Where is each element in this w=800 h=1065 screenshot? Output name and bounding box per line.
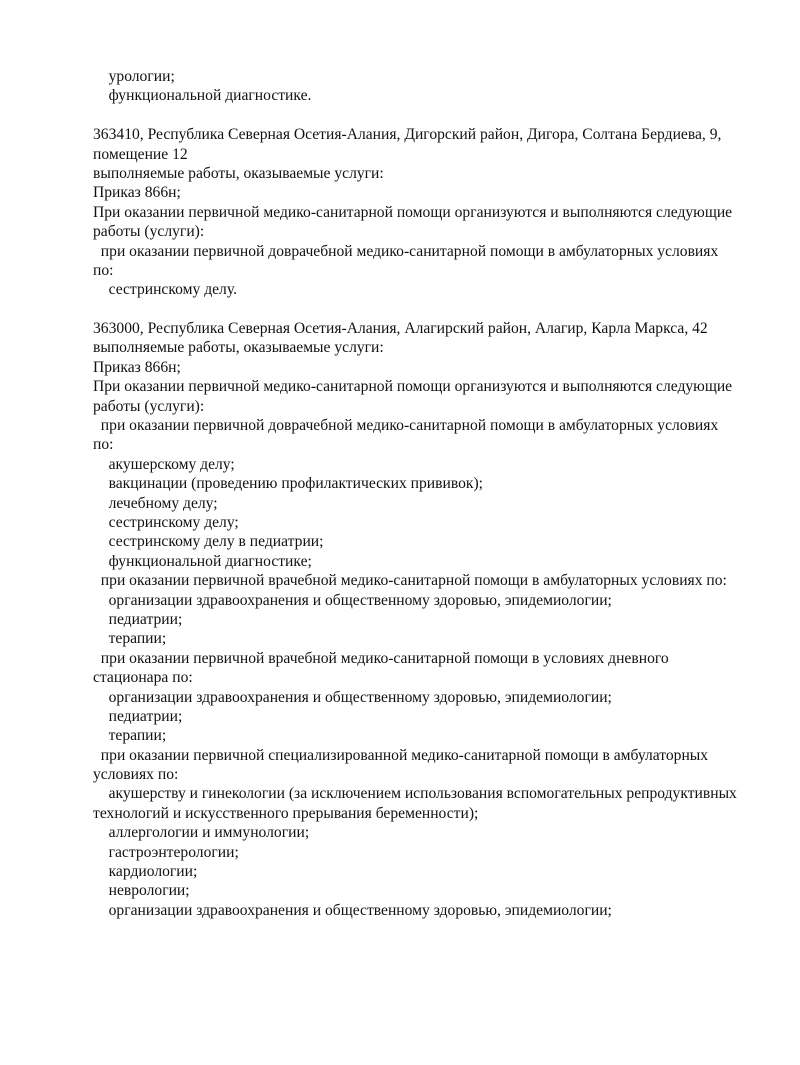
text-line: организации здравоохранения и общественному здоровью, эпидемиологии; xyxy=(93,591,612,609)
text-block xyxy=(93,319,773,920)
text-line: 363410, Республика Северная Осетия-Алания, Дигорский район, Дигора, Солтана Бердиева, 9, xyxy=(93,126,722,144)
text-line: при оказании первичной специализированной медико-санитарной помощи в амбулаторных xyxy=(93,746,709,764)
text-line: педиатрии; xyxy=(93,610,183,628)
text-line: лечебному делу; xyxy=(93,494,218,512)
text-line: Приказ 866н; xyxy=(93,358,181,376)
block-separator xyxy=(93,106,773,125)
block-separator xyxy=(93,300,773,319)
text-line: работы (услуги): xyxy=(93,223,205,241)
text-line: помещение 12 xyxy=(93,145,188,163)
text-line: сестринскому делу; xyxy=(93,513,239,531)
text-line: выполняемые работы, оказываемые услуги: xyxy=(93,339,384,357)
text-line: по: xyxy=(93,261,114,279)
text-line: по: xyxy=(93,436,114,454)
text-line: при оказании первичной врачебной медико-санитарной помощи в условиях дневного xyxy=(93,649,669,667)
text-line: При оказании первичной медико-санитарной помощи организуются и выполняются следующие xyxy=(93,203,733,221)
text-line: При оказании первичной медико-санитарной помощи организуются и выполняются следующие xyxy=(93,378,733,396)
text-line: стационара по: xyxy=(93,669,193,687)
text-line: акушерству и гинекологии (за исключением использования вспомогательных репродуктивных xyxy=(93,785,737,803)
text-line: организации здравоохранения и общественному здоровью, эпидемиологии; xyxy=(93,901,612,919)
text-line: функциональной диагностике. xyxy=(93,87,312,105)
text-line: вакцинации (проведению профилактических прививок); xyxy=(93,475,484,493)
text-line: неврологии; xyxy=(93,882,190,900)
text-block xyxy=(93,125,773,300)
text-line: кардиологии; xyxy=(93,863,198,881)
text-line: урологии; xyxy=(93,68,175,85)
text-line: при оказании первичной доврачебной медико-санитарной помощи в амбулаторных условиях xyxy=(93,242,719,260)
text-line: педиатрии; xyxy=(93,707,183,725)
text-line: технологий и искусственного прерывания беременности); xyxy=(93,804,479,822)
text-line: работы (услуги): xyxy=(93,397,205,415)
text-block xyxy=(93,67,773,106)
text-line: выполняемые работы, оказываемые услуги: xyxy=(93,164,384,182)
text-line: терапии; xyxy=(93,630,167,648)
text-line: 363000, Республика Северная Осетия-Алания, Алагирский район, Алагир, Карла Маркса, 42 xyxy=(93,320,708,338)
text-line: акушерскому делу; xyxy=(93,455,235,473)
text-line: при оказании первичной врачебной медико-санитарной помощи в амбулаторных условиях по: xyxy=(93,572,727,590)
text-line: сестринскому делу. xyxy=(93,281,237,299)
text-line: терапии; xyxy=(93,727,167,745)
text-line: аллергологии и иммунологии; xyxy=(93,824,310,842)
text-line: при оказании первичной доврачебной медико-санитарной помощи в амбулаторных условиях xyxy=(93,417,719,435)
text-line: гастроэнтерологии; xyxy=(93,843,239,861)
text-line: организации здравоохранения и общественному здоровью, эпидемиологии; xyxy=(93,688,612,706)
text-line: сестринскому делу в педиатрии; xyxy=(93,533,324,551)
text-line: Приказ 866н; xyxy=(93,184,181,202)
text-line: функциональной диагностике; xyxy=(93,552,312,570)
document-body xyxy=(93,67,773,920)
text-line: условиях по: xyxy=(93,766,179,784)
